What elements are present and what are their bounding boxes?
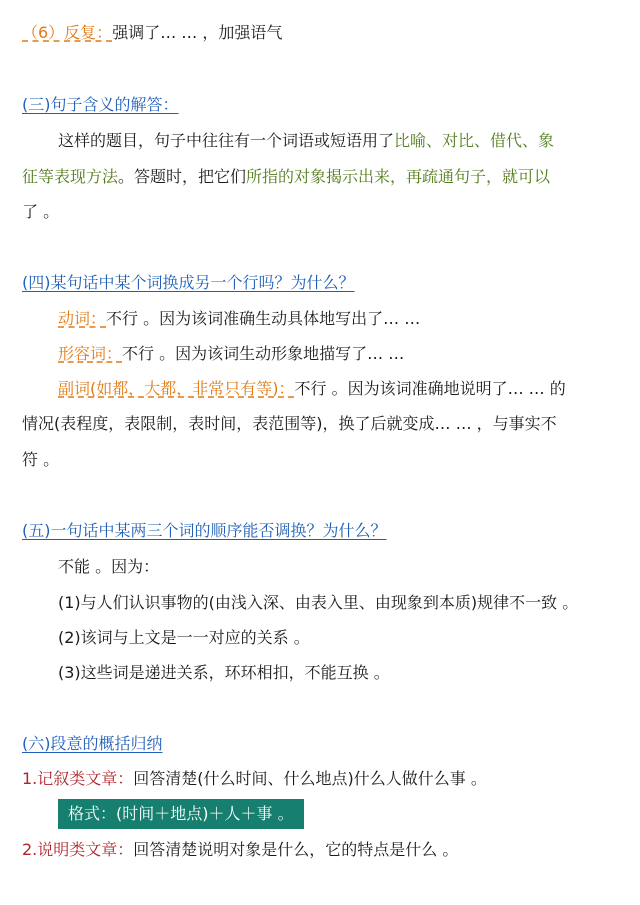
repetition-label: （6）反复： xyxy=(22,23,113,42)
sec3-line-1 xyxy=(58,130,554,152)
repetition-line xyxy=(22,22,282,44)
adjective-line xyxy=(58,343,404,365)
adverb-line xyxy=(58,378,566,400)
adjective-label: 形容词： xyxy=(58,344,123,363)
sec3-p2b: 。答题时，把它们 xyxy=(118,167,247,186)
sec5-reason-3: (3)这些词是递进关系，环环相扣，不能互换 。 xyxy=(58,663,390,682)
verb-label: 动词： xyxy=(58,309,107,328)
repetition-text: 强调了… … ，加强语气 xyxy=(112,23,283,42)
sec5-reason-2: (2)该词与上文是一一对应的关系 。 xyxy=(58,628,310,647)
adverb-line-3: 符 。 xyxy=(22,450,60,469)
expository-label: 2.说明类文章： xyxy=(22,840,134,859)
sec5-answer: 不能 。因为： xyxy=(58,557,160,576)
narrative-text: 回答清楚(什么时间、什么地点)什么人做什么事 。 xyxy=(133,769,487,788)
expository-text: 回答清楚说明对象是什么，它的特点是什么 。 xyxy=(133,840,459,859)
sec3-p1a: 这样的题目，句子中往往有一个词语或短语用了 xyxy=(58,131,395,150)
section-3-heading: (三)句子含义的解答： xyxy=(22,95,179,114)
section-4-heading: (四)某句话中某个词换成另一个行吗？为什么？ xyxy=(22,273,355,292)
sec3-line-2 xyxy=(22,166,550,188)
sec3-p2a: 征等表现方法 xyxy=(22,167,119,186)
narrative-label: 1.记叙类文章： xyxy=(22,769,134,788)
adverb-text: 不行 。因为该词准确地说明了… … 的 xyxy=(294,379,566,398)
sec3-p2c: 所指的对象揭示出来，再疏通句子，就可以 xyxy=(246,167,551,186)
expository-line xyxy=(22,839,458,861)
verb-line xyxy=(58,308,420,330)
section-6-heading: (六)段意的概括归纳 xyxy=(22,734,163,753)
adjective-text: 不行 。因为该词生动形象地描写了… … xyxy=(122,344,405,363)
format-badge: 格式：(时间＋地点)＋人＋事 。 xyxy=(58,799,304,829)
sec3-line-3: 了 。 xyxy=(22,202,60,221)
narrative-line xyxy=(22,768,487,790)
section-5-heading: (五)一句话中某两三个词的顺序能否调换？为什么？ xyxy=(22,521,387,540)
verb-text: 不行 。因为该词准确生动具体地写出了… … xyxy=(106,309,421,328)
sec5-reason-1: (1)与人们认识事物的(由浅入深、由表入里、由现象到本质)规律不一致 。 xyxy=(58,593,579,612)
adverb-label: 副词(如都，大都，非常只有等)： xyxy=(58,379,295,398)
adverb-line-2: 情况(表程度，表限制，表时间，表范围等)，换了后就变成… … ，与事实不 xyxy=(22,414,557,433)
sec3-p1b: 比喻、对比、借代、象 xyxy=(394,131,555,150)
